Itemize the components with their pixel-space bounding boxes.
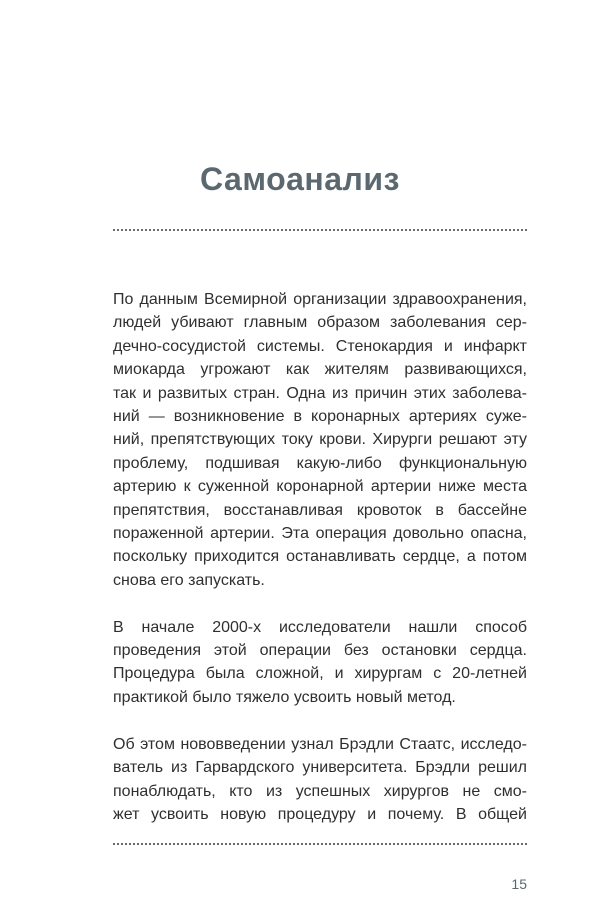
paragraph-3 [113, 733, 527, 827]
text-line: ватель из Гарвардского университета. Брэдли решил [113, 759, 527, 777]
text-line: дечно-сосудистой системы. Стенокардия и инфаркт [113, 337, 527, 355]
text-line: людей убивают главным образом заболевания сер- [113, 314, 527, 332]
text-line: жет усвоить новую процедуру и почему. В общей [113, 805, 527, 823]
top-dotted-divider [113, 229, 527, 231]
text-line: проблему, подшивая какую-либо функциональную [113, 454, 527, 472]
text-line: ний — возникновение в коронарных артериях суже- [113, 408, 527, 426]
body-text [113, 288, 527, 850]
text-line: снова его запускать. [113, 571, 265, 589]
text-line: препятствия, восстанавливая кровоток в бассейне [113, 501, 527, 519]
text-line: По данным Всемирной организации здравоохранения, [113, 291, 527, 308]
text-line: практикой было тяжело усвоить новый метод. [113, 688, 456, 706]
text-line: ний, препятствующих току крови. Хирурги решают эту [113, 431, 527, 449]
text-line: В начале 2000-х исследователи нашли способ [113, 618, 527, 636]
text-line: Процедура была сложной, и хирургам с 20-летней [113, 665, 527, 683]
text-line: миокарда угрожают как жителям развивающихся, [113, 361, 527, 379]
paragraph-1 [113, 288, 527, 592]
text-line: артерию к суженной коронарной артерии ниже места [113, 478, 527, 496]
bottom-dotted-divider [113, 843, 527, 845]
text-line: так и развитых стран. Одна из причин этих заболева- [113, 384, 527, 402]
text-line: пораженной артерии. Эта операция довольно опасна, [113, 525, 527, 543]
page-title: Самоанализ [200, 161, 400, 198]
paragraph-2 [113, 616, 527, 710]
text-line: поскольку приходится останавливать сердце, а потом [113, 548, 527, 566]
page-number: 15 [511, 876, 527, 892]
text-line: Об этом нововведении узнал Брэдли Стаатс, исследо- [113, 735, 527, 753]
text-line: понаблюдать, кто из успешных хирургов не смо- [113, 782, 527, 800]
text-line: проведения этой операции без остановки сердца. [113, 642, 527, 660]
